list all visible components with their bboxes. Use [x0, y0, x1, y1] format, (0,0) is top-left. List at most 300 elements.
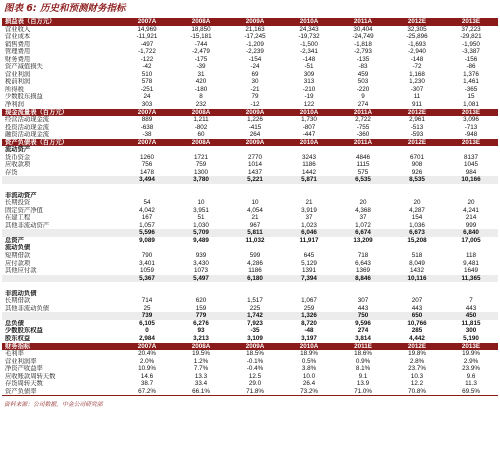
row-label: 营业收入: [5, 25, 31, 33]
cell-value: 5,497: [174, 275, 228, 283]
cell-value: 4,286: [247, 259, 263, 267]
cell-value: 30: [251, 78, 259, 86]
cell-value: 443: [357, 304, 369, 312]
cell-value: -1,818: [354, 40, 372, 48]
row-label: 应付款项: [5, 259, 31, 267]
cell-value: 2008A: [174, 18, 228, 26]
table-body: [2, 18, 498, 396]
cell-value: 66.1%: [174, 388, 228, 396]
cell-value: 443: [465, 304, 477, 312]
cell-value: 3,814: [355, 334, 371, 342]
cell-value: 10: [251, 199, 259, 207]
cell-value: -122: [140, 55, 154, 63]
cell-value: 7.7%: [193, 365, 209, 373]
financial-table: [2, 18, 498, 396]
table-row: [2, 229, 498, 237]
cell-value: 2011A: [336, 18, 390, 26]
table-row: [2, 365, 498, 373]
cell-value: 2.9%: [463, 357, 479, 365]
table-row: [2, 26, 498, 34]
cell-value: 645: [303, 251, 315, 259]
cell-value: 510: [141, 70, 153, 78]
table-row: [2, 78, 498, 86]
row-label: 资产负债率: [2, 388, 120, 396]
cell-value: [282, 146, 336, 154]
cell-value: 8.1%: [355, 365, 371, 373]
section-header-row: [2, 343, 498, 351]
cell-value: 29.0: [248, 380, 262, 388]
cell-value: 303: [141, 101, 153, 109]
section-header-row: [2, 139, 498, 147]
table-row: [2, 176, 498, 184]
cell-value: 154: [411, 214, 423, 222]
cell-value: 9.1: [358, 372, 368, 380]
row-label: 资产负债表（百万元）: [2, 139, 120, 147]
row-label: 少数股东权益: [5, 327, 43, 335]
cell-value: 2009A: [228, 139, 282, 147]
table-row: [2, 199, 498, 207]
cell-value: 6,643: [355, 259, 371, 267]
table-row: [2, 305, 498, 313]
cell-value: -1,950: [462, 40, 480, 48]
cell-value: 32,305: [407, 25, 427, 33]
cell-value: 20.4%: [138, 350, 156, 358]
cell-value: 3,430: [193, 259, 209, 267]
cell-value: -19,732: [298, 33, 320, 41]
cell-value: 93: [197, 327, 205, 335]
cell-value: 207: [411, 297, 423, 305]
cell-value: 274: [357, 101, 369, 109]
cell-value: 2008A: [174, 109, 228, 117]
table-row: [2, 192, 498, 200]
cell-value: 2012E: [390, 139, 444, 147]
row-label: 短期借款: [5, 251, 31, 259]
cell-value: [444, 244, 498, 252]
cell-value: [228, 290, 282, 298]
table-row: [2, 358, 498, 366]
table-row: [2, 260, 498, 268]
table-row: [2, 33, 498, 41]
cell-value: -175: [194, 55, 208, 63]
row-label: 财务指标: [2, 343, 120, 351]
cell-value: 1260: [139, 153, 154, 161]
cell-value: [282, 184, 336, 192]
table-row: [2, 244, 498, 252]
cell-value: 6,674: [336, 229, 390, 237]
cell-value: 7,394: [282, 275, 336, 283]
cell-value: -11,921: [136, 33, 158, 41]
cell-value: -51: [304, 63, 314, 71]
cell-value: [174, 244, 228, 252]
cell-value: [174, 192, 228, 200]
cell-value: -638: [140, 123, 154, 131]
cell-value: 1,023: [301, 221, 317, 229]
cell-value: -807: [302, 123, 316, 131]
cell-value: 1014: [247, 161, 262, 169]
cell-value: 9: [361, 93, 365, 101]
cell-value: 13.9: [356, 380, 370, 388]
row-label: 净利润: [5, 101, 24, 109]
cell-value: 2,961: [409, 116, 425, 124]
row-label: 其他应付款: [5, 267, 37, 275]
cell-value: -210: [302, 85, 316, 93]
table-row: [2, 320, 498, 328]
cell-value: 6,840: [444, 229, 498, 237]
row-label: 应收款项: [5, 161, 31, 169]
cell-value: 911: [411, 101, 423, 109]
cell-value: 4,054: [247, 206, 263, 214]
cell-value: -19: [304, 93, 314, 101]
cell-value: -744: [194, 40, 208, 48]
cell-value: -42: [142, 63, 152, 71]
table-row: [2, 101, 498, 109]
cell-value: -360: [356, 131, 370, 139]
cell-value: 2009A: [228, 18, 282, 26]
cell-value: 8,535: [390, 176, 444, 184]
cell-value: 14,969: [137, 25, 157, 33]
cell-value: [444, 184, 498, 192]
cell-value: 21: [305, 199, 313, 207]
cell-value: 69: [251, 70, 259, 78]
cell-value: -35: [250, 327, 260, 335]
cell-value: [336, 282, 390, 290]
cell-value: 20: [413, 199, 421, 207]
cell-value: -24,749: [352, 33, 374, 41]
table-row: [2, 86, 498, 94]
cell-value: [228, 244, 282, 252]
cell-value: 1442: [301, 168, 316, 176]
cell-value: 12.5: [248, 372, 262, 380]
cell-value: -24: [250, 63, 260, 71]
cell-value: 739: [120, 312, 174, 320]
cell-value: 13,209: [353, 236, 373, 244]
row-label: 财务费用: [5, 55, 31, 63]
table-row: [2, 275, 498, 283]
table-row: [2, 237, 498, 245]
table-row: [2, 350, 498, 358]
cell-value: 5,811: [228, 229, 282, 237]
cell-value: 3,919: [301, 206, 317, 214]
cell-value: [120, 146, 174, 154]
cell-value: -1,500: [300, 40, 318, 48]
table-row: [2, 327, 498, 335]
table-row: [2, 312, 498, 320]
table-row: [2, 48, 498, 56]
table-row: [2, 116, 498, 124]
cell-value: 11,032: [245, 236, 265, 244]
table-row: [2, 297, 498, 305]
cell-value: 779: [174, 312, 228, 320]
cell-value: 122: [303, 101, 315, 109]
cell-value: -12: [250, 101, 260, 109]
row-label: 毛利率: [5, 350, 24, 358]
cell-value: 232: [195, 101, 207, 109]
cell-value: 2010A: [282, 109, 336, 117]
cell-value: [336, 184, 390, 192]
cell-value: -755: [356, 123, 370, 131]
table-row: [2, 41, 498, 49]
cell-value: 2008A: [174, 139, 228, 147]
cell-value: 11,365: [444, 275, 498, 283]
cell-value: 5,596: [120, 229, 174, 237]
cell-value: -0.1%: [246, 357, 264, 365]
cell-value: 70.8%: [390, 388, 444, 396]
cell-value: 8137: [463, 153, 478, 161]
cell-value: -1,722: [138, 48, 156, 56]
cell-value: 4,042: [139, 206, 155, 214]
cell-value: 2011A: [336, 109, 390, 117]
cell-value: 4846: [355, 153, 370, 161]
table-row: [2, 290, 498, 298]
row-label: 存货周转天数: [5, 380, 43, 388]
cell-value: 1369: [355, 267, 370, 275]
table-row: [2, 184, 498, 192]
cell-value: [282, 192, 336, 200]
cell-value: 9,481: [463, 259, 479, 267]
cell-value: -15,181: [190, 33, 212, 41]
cell-value: [390, 290, 444, 298]
row-label: 总负债: [5, 319, 24, 327]
cell-value: 51: [197, 214, 205, 222]
cell-value: [336, 244, 390, 252]
cell-value: 518: [411, 251, 423, 259]
cell-value: 2010A: [282, 343, 336, 351]
cell-value: -25,896: [406, 33, 428, 41]
cell-value: -148: [302, 55, 316, 63]
cell-value: 3243: [301, 153, 316, 161]
cell-value: [336, 192, 390, 200]
cell-value: 37: [305, 214, 313, 222]
source-note: 资料来源：公司数据，中金公司研究部: [4, 402, 103, 409]
cell-value: 750: [336, 312, 390, 320]
cell-value: [120, 184, 174, 192]
cell-value: 8,720: [301, 319, 317, 327]
cell-value: 718: [357, 251, 369, 259]
cell-value: [228, 146, 282, 154]
cell-value: 30,404: [353, 25, 373, 33]
row-label: 流动资产: [5, 146, 31, 154]
cell-value: -154: [248, 55, 262, 63]
cell-value: 1,081: [463, 101, 479, 109]
cell-value: 6,535: [336, 176, 390, 184]
cell-value: 73.2%: [282, 388, 336, 396]
row-label: [2, 312, 120, 320]
cell-value: 18.6%: [354, 350, 372, 358]
cell-value: 3,780: [174, 176, 228, 184]
section-header-row: [2, 109, 498, 117]
cell-value: 274: [357, 327, 369, 335]
cell-value: 71.0%: [336, 388, 390, 396]
cell-value: -2,341: [300, 48, 318, 56]
cell-value: 443: [411, 304, 423, 312]
cell-value: 2010A: [282, 18, 336, 26]
row-label: 损益表（百万元）: [2, 18, 120, 26]
cell-value: 1,030: [193, 221, 209, 229]
row-label: [2, 229, 120, 237]
cell-value: 19.5%: [192, 350, 210, 358]
cell-value: 6701: [409, 153, 424, 161]
cell-value: 5,871: [282, 176, 336, 184]
table-row: [2, 380, 498, 388]
cell-value: [174, 282, 228, 290]
cell-value: [120, 244, 174, 252]
row-label: 其他非流动负债: [5, 304, 50, 312]
table-row: [2, 161, 498, 169]
cell-value: 2007A: [120, 343, 174, 351]
cell-value: 21,163: [245, 25, 265, 33]
cell-value: 23.7%: [408, 365, 426, 373]
cell-value: 2011E: [336, 343, 390, 351]
cell-value: 2013E: [444, 109, 498, 117]
row-label: 固定资产净值: [5, 206, 43, 214]
cell-value: [120, 282, 174, 290]
cell-value: 307: [357, 297, 369, 305]
cell-value: -415: [248, 123, 262, 131]
cell-value: 13.3: [194, 372, 208, 380]
cell-value: 20: [467, 199, 475, 207]
cell-value: -0.4%: [246, 365, 264, 373]
cell-value: 1073: [193, 267, 208, 275]
table-row: [2, 373, 498, 381]
cell-value: 3,109: [247, 334, 263, 342]
cell-value: -497: [140, 40, 154, 48]
row-label: 所得税: [5, 85, 24, 93]
cell-value: 2,722: [355, 116, 371, 124]
cell-value: 759: [195, 161, 207, 169]
cell-value: -2,479: [192, 48, 210, 56]
cell-value: 4,368: [355, 206, 371, 214]
cell-value: 67.2%: [120, 388, 174, 396]
cell-value: 1649: [463, 267, 478, 275]
cell-value: 214: [465, 214, 477, 222]
row-label: 现金流量表（百万元）: [2, 109, 120, 117]
cell-value: [228, 282, 282, 290]
row-label: 货币资金: [5, 153, 31, 161]
cell-value: 3,197: [301, 334, 317, 342]
cell-value: -2,940: [408, 48, 426, 56]
table-row: [2, 214, 498, 222]
row-label: 总资产: [5, 236, 24, 244]
table-row: [2, 388, 498, 396]
cell-value: 19.8%: [408, 350, 426, 358]
cell-value: 1437: [247, 168, 262, 176]
row-label: 投资活动现金流: [5, 123, 50, 131]
cell-value: 999: [465, 221, 477, 229]
cell-value: -2,793: [354, 48, 372, 56]
cell-value: 10.9%: [138, 365, 156, 373]
cell-value: 1,072: [355, 221, 371, 229]
cell-value: 11: [413, 93, 421, 101]
cell-value: 2010A: [282, 139, 336, 147]
cell-value: 10,116: [390, 275, 444, 283]
cell-value: 2,984: [139, 334, 155, 342]
cell-value: [390, 244, 444, 252]
cell-value: 2.8%: [409, 357, 425, 365]
cell-value: 6,180: [228, 275, 282, 283]
row-label: 非流动资产: [5, 191, 37, 199]
table-row: [2, 154, 498, 162]
cell-value: 6,046: [282, 229, 336, 237]
cell-value: -1,209: [246, 40, 264, 48]
cell-value: [390, 192, 444, 200]
cell-value: -593: [410, 131, 424, 139]
cell-value: 1,057: [139, 221, 155, 229]
cell-value: -72: [412, 63, 422, 71]
cell-value: 1186: [248, 267, 262, 275]
cell-value: [120, 290, 174, 298]
cell-value: 24: [143, 93, 151, 101]
cell-value: -21: [250, 85, 260, 93]
row-label: [2, 176, 120, 184]
cell-value: 1,326: [282, 312, 336, 320]
cell-value: 1,376: [463, 70, 479, 78]
cell-value: 37,223: [461, 25, 481, 33]
cell-value: [228, 192, 282, 200]
cell-value: 2009A: [228, 109, 282, 117]
cell-value: 3,951: [193, 206, 209, 214]
cell-value: 1,211: [193, 116, 209, 124]
cell-value: 9,489: [193, 236, 209, 244]
cell-value: -83: [358, 63, 368, 71]
cell-value: 19.9%: [462, 350, 480, 358]
cell-value: [390, 146, 444, 154]
cell-value: [228, 184, 282, 192]
cell-value: 11,917: [299, 236, 319, 244]
cell-value: 1,067: [301, 297, 317, 305]
cell-value: -86: [466, 63, 476, 71]
cell-value: 79: [251, 93, 259, 101]
cell-value: 2012E: [390, 18, 444, 26]
cell-value: 0.9%: [355, 357, 371, 365]
cell-value: 3,096: [463, 116, 479, 124]
cell-value: 1721: [193, 153, 208, 161]
cell-value: 159: [195, 304, 207, 312]
row-label: 税前利润: [5, 78, 31, 86]
row-label: 资产减值损失: [5, 63, 43, 71]
row-label: [2, 184, 120, 192]
cell-value: 2007A: [120, 18, 174, 26]
table-row: [2, 131, 498, 139]
cell-value: 599: [249, 251, 261, 259]
cell-value: 4,287: [409, 206, 425, 214]
cell-value: [444, 282, 498, 290]
row-label: 在建工程: [5, 214, 31, 222]
row-label: [2, 275, 120, 283]
cell-value: 503: [357, 78, 369, 86]
cell-value: 69.5%: [444, 388, 498, 396]
row-label: 少数股东损益: [5, 93, 43, 101]
cell-value: 0.5%: [301, 357, 317, 365]
cell-value: 7,923: [247, 319, 263, 327]
figure-title: 图表 6: 历史和预测财务指标: [4, 3, 126, 14]
table-row: [2, 222, 498, 230]
cell-value: 2009A: [228, 343, 282, 351]
cell-value: 3,401: [139, 259, 155, 267]
row-label: 长期投资: [5, 199, 31, 207]
cell-value: -1,693: [408, 40, 426, 48]
cell-value: 1,168: [409, 70, 425, 78]
cell-value: 1432: [409, 267, 424, 275]
cell-value: 967: [249, 221, 261, 229]
cell-value: 10: [197, 199, 205, 207]
cell-value: 24,343: [299, 25, 319, 33]
cell-value: [120, 192, 174, 200]
cell-value: 650: [390, 312, 444, 320]
cell-value: 20: [359, 199, 367, 207]
cell-value: [282, 282, 336, 290]
table-row: [2, 267, 498, 275]
cell-value: [282, 244, 336, 252]
